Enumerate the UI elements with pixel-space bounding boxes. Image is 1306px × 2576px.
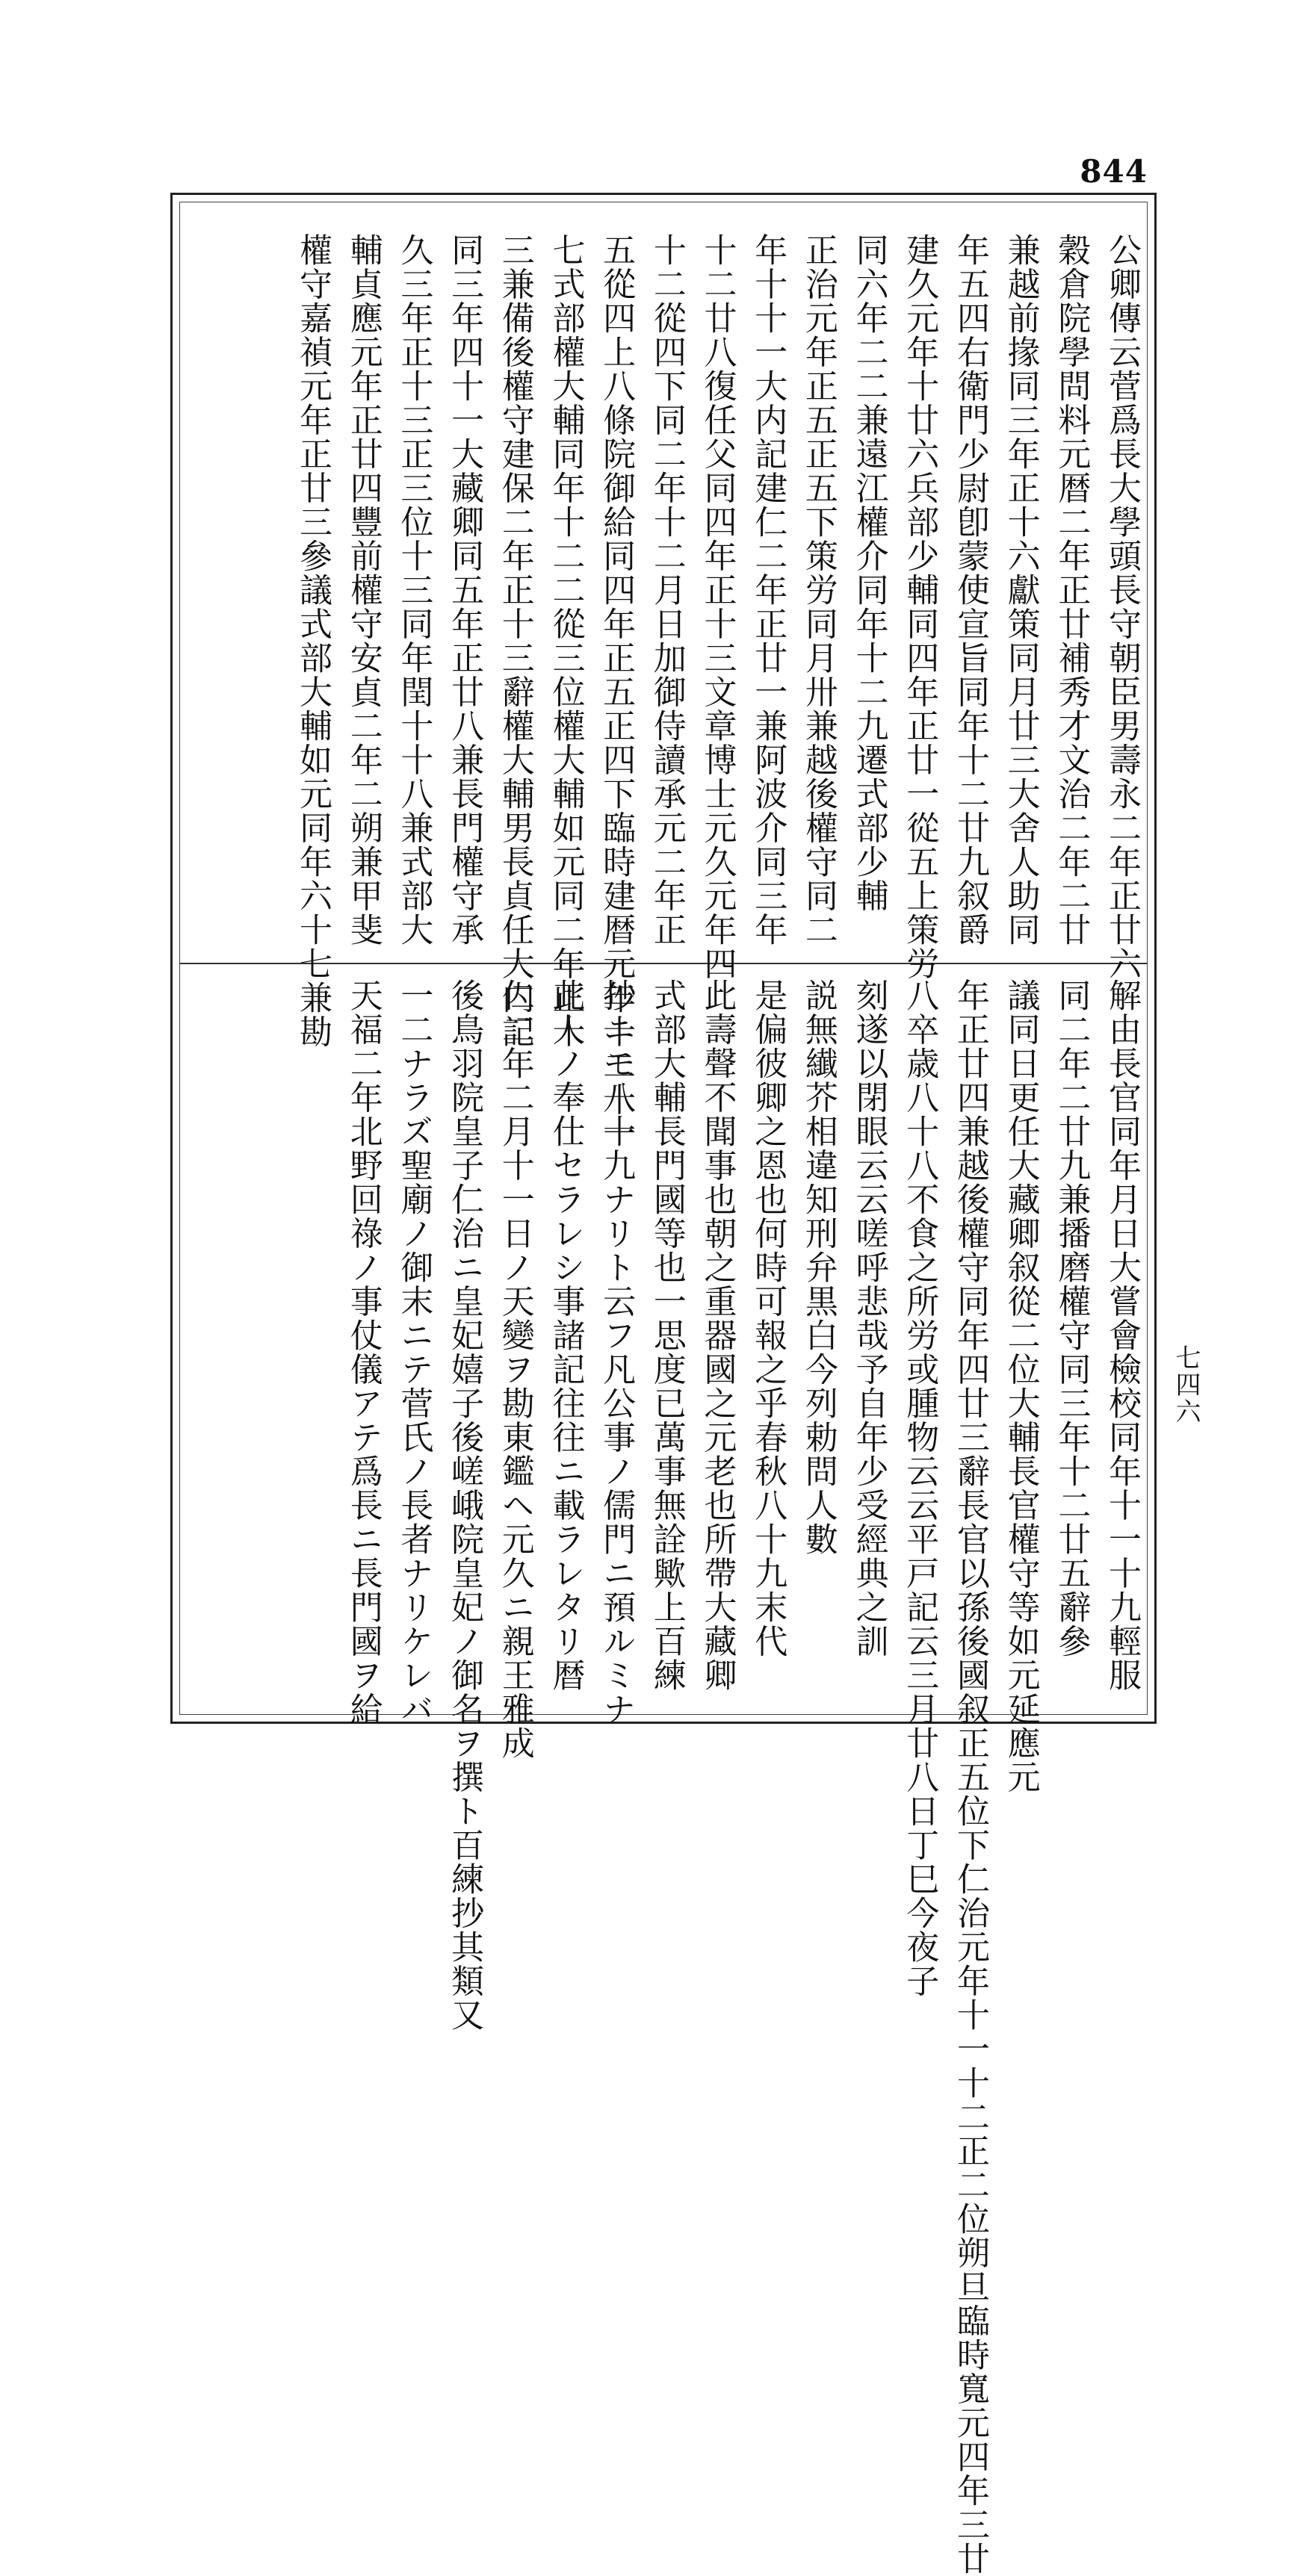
text-line: 同六年二二兼遠江權介同年十二九遷式部少輔 xyxy=(849,233,888,913)
text-line: 公卿傳云菅爲長大學頭長守朝臣男壽永二年正廿六 xyxy=(1103,233,1141,981)
text-line: 刻遂以閉眼云云嗟呼悲哉予自年少受經典之訓 xyxy=(849,978,888,1658)
text-line: 説無纎芥相違知刑弁黒白今列勅問人數 xyxy=(799,978,838,1557)
text-line: 輔貞應元年正廿四豐前權守安貞二年二朔兼甲斐 xyxy=(344,233,383,947)
text-line: 式部大輔長門國等也一思度已萬事無詮歟上百練 xyxy=(647,978,686,1692)
text-line: 同三年四十一大藏卿同五年正廿八兼長門權守承 xyxy=(445,233,484,947)
text-line: 抄ニモ八十九ナリト云フ凡公事ノ儒門ニ預ルミナ xyxy=(597,978,636,1726)
text-line: 此壽聲不聞事也朝之重器國之元老也所帶大藏卿 xyxy=(698,978,737,1692)
folio-number: 七四六 xyxy=(1171,1344,1201,1425)
text-line: 十二廿八復任父同四年正十三文章博士元久元年四 xyxy=(698,233,737,981)
text-line: 七式部權大輔同年十二二從三位權大輔如元同二年正十 xyxy=(546,233,585,1049)
lower-text-block xyxy=(196,978,1141,2576)
text-line: 議同日更任大藏卿叙從二位大輔長官權守等如元延應元 xyxy=(1001,978,1040,1794)
page-number: 844 xyxy=(1080,153,1148,190)
text-line: 後鳥羽院皇子仁治ニ皇妃嬉子後嵯峨院皇妃ノ御名ヲ撰ト百練抄其類又 xyxy=(445,978,484,2032)
upper-text-block xyxy=(196,233,1141,1151)
text-line: 此人ノ奉仕セラレシ事諸記往往ニ載ラレタリ暦 xyxy=(546,978,585,1692)
text-line: 權守嘉禎元年正廿三參議式部大輔如元同年六十七兼勘 xyxy=(294,233,332,1049)
text-line: 三兼備後權守建保二年正十三辭權大輔男長貞任大内記 xyxy=(495,233,534,1049)
text-line: 十二從四下同二年十二月日加御侍讀承元二年正 xyxy=(647,233,686,947)
text-line: 年五四右衛門少尉卽蒙使宣旨同年十二廿九叙爵 xyxy=(950,233,989,947)
text-line: 久三年正十三正三位十三同年閏十十八兼式部大 xyxy=(394,233,433,947)
text-line: 五從四上八條院御給同四年正五正四下臨時建暦元年十二十一 xyxy=(597,233,636,1151)
text-line: 建久元年十廿六兵部少輔同四年正廿一從五上策労 xyxy=(900,233,939,981)
text-line: 解由長官同年月日大嘗會檢校同年十一十九輕服 xyxy=(1103,978,1141,1692)
text-line: 穀倉院學問料元暦二年正廿補秀才文治二年二廿 xyxy=(1052,233,1091,947)
text-line: 年正廿四兼越後權守同年四廿三辭長官以孫後國叙正五位下仁治元年十一十二正二位朔旦臨時寬元四年三廿 xyxy=(950,978,989,2576)
text-line: 一二ナラズ聖廟ノ御末ニテ菅氏ノ長者ナリケレバ xyxy=(394,978,433,1726)
text-line: 是偏彼卿之恩也何時可報之乎春秋八十九末代 xyxy=(749,978,787,1658)
text-line: 正治元年正五正五下策労同月卅兼越後權守同二 xyxy=(799,233,838,947)
text-line: 天福二年北野回祿ノ事仗儀アテ爲長ニ長門國ヲ給 xyxy=(344,978,383,1726)
text-line: 年十十一大内記建仁二年正廿一兼阿波介同三年 xyxy=(749,233,787,947)
text-line: 八卒歳八十八不食之所労或腫物云云平戸記云三月廿八日丁巳今夜子 xyxy=(900,978,939,1998)
text-line: 兼越前掾同三年正十六獻策同月廿三大舍人助同 xyxy=(1001,233,1040,947)
text-line: 同二年二廿九兼播磨權守同三年十二廿五辭參 xyxy=(1052,978,1091,1658)
text-line: 仁二年二月十一日ノ天變ヲ勘東鑑ヘ元久ニ親王雅成 xyxy=(495,978,534,1760)
